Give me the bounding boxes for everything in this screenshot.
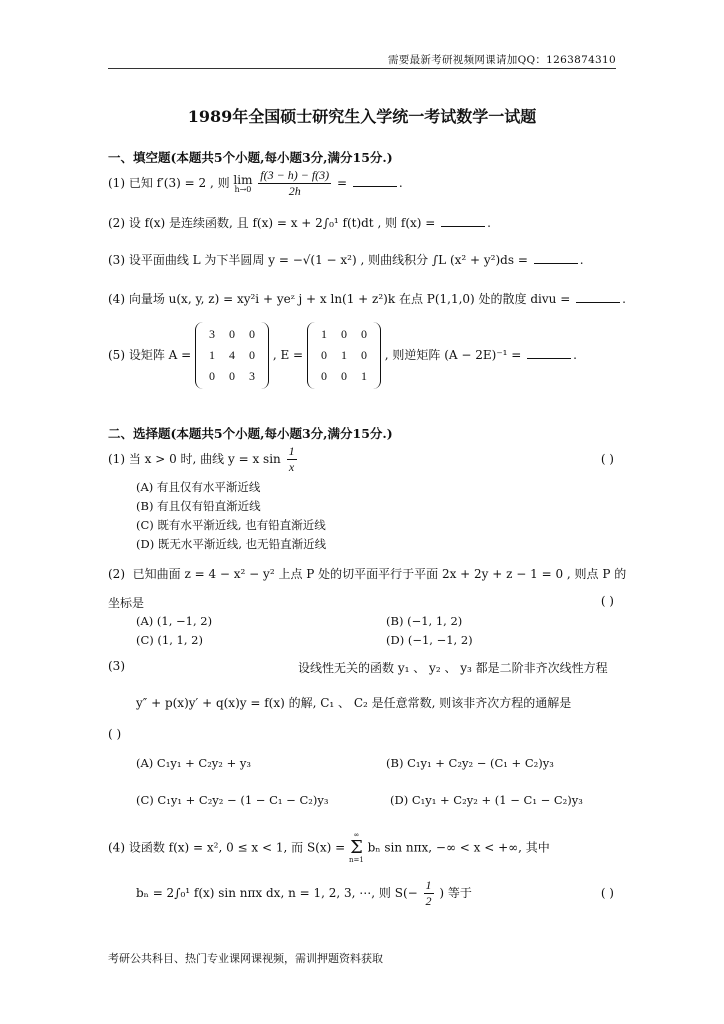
- s2-q1-frac: [287, 444, 297, 475]
- matrix-a-cell: 0: [249, 327, 256, 341]
- s1-q1-num: (1): [108, 176, 125, 190]
- s1-q5: (5) 设矩阵 A = 3 0 0 1 4 0 0 0 3 , E = 1 0 0 0 1 0 0 0 1 , 则逆矩阵 (A − 2E)⁻¹ = .: [108, 322, 577, 389]
- header-rule: [108, 68, 616, 69]
- answer-blank: [534, 253, 578, 264]
- s1-q5-mid: , E =: [272, 348, 304, 362]
- s2-q2-opt-c: (C) (1, 1, 2): [136, 633, 203, 647]
- s2-q1-paren: ( ): [600, 452, 614, 466]
- s2-q3-opt-c: (C) C₁y₁ + C₂y₂ − (1 − C₁ − C₂)y₃: [136, 793, 329, 807]
- s2-q1-opt-c: (C) 既有水平渐近线, 也有铅直渐近线: [136, 518, 326, 532]
- s1-q3-text: 设平面曲线 L 为下半圆周 y = −√(1 − x²) , 则曲线积分 ∫L (x² + y²)ds =: [128, 253, 528, 267]
- s1-q5-pre: 设矩阵 A =: [128, 348, 192, 362]
- matrix-a-cell: 0: [229, 327, 236, 341]
- matrix-e-cell: 0: [320, 369, 327, 383]
- s2-q4-num: (4): [108, 840, 125, 855]
- s2-q3-opt-b: (B) C₁y₁ + C₂y₂ − (C₁ + C₂)y₃: [386, 756, 554, 770]
- matrix-e-cell: 0: [340, 327, 347, 341]
- matrix-a-cell: 3: [249, 369, 256, 383]
- s2-q1-opt-a: (A) 有且仅有水平渐近线: [136, 480, 261, 494]
- s2-q4-line1: [108, 832, 550, 864]
- s2-q1-opt-b: (B) 有且仅有铅直渐近线: [136, 499, 261, 513]
- s1-q1-post: =: [336, 176, 348, 190]
- matrix-a-cell: 0: [209, 369, 216, 383]
- s1-q3: (3) 设平面曲线 L 为下半圆周 y = −√(1 − x²) , 则曲线积分 ∫L (x² + y²)ds = .: [108, 253, 584, 267]
- s2-q1: [108, 444, 299, 475]
- sigma-glyph: Σ: [350, 837, 363, 858]
- matrix-e-cell: 1: [360, 369, 367, 383]
- matrix-a-cell: 4: [229, 348, 236, 362]
- sigma-top: ∞: [353, 831, 360, 839]
- matrix-e-cell: 0: [320, 348, 327, 362]
- s2-q3-num: (3): [108, 659, 125, 673]
- page-title: 1989年全国硕士研究生入学统一考试数学一试题: [187, 107, 537, 126]
- s1-q5-num: (5): [108, 348, 125, 362]
- answer-blank: [353, 176, 397, 187]
- s2-q3-line3: ( ): [108, 727, 122, 741]
- s1-q2-num: (2): [108, 216, 125, 230]
- s2-q4-line1b: bₙ sin nπx, −∞ < x < +∞, 其中: [367, 840, 550, 855]
- sigma-symbol: [349, 832, 364, 864]
- matrix-a-cell: 0: [229, 369, 236, 383]
- s1-q4-num: (4): [108, 292, 125, 306]
- s1-q2-text: 设 f(x) 是连续函数, 且 f(x) = x + 2∫₀¹ f(t)dt , 则 f(x) =: [128, 216, 436, 230]
- s2-q4-paren: ( ): [600, 886, 614, 900]
- frac-numerator: 1: [425, 878, 432, 892]
- s2-q1-num: (1): [108, 452, 125, 466]
- answer-blank: [527, 348, 571, 359]
- matrix-a-cell: 3: [209, 327, 216, 341]
- s1-q4-text: 向量场 u(x, y, z) = xy²i + yeᶻ j + x ln(1 + z²)k 在点 P(1,1,0) 处的散度 divu =: [128, 292, 571, 306]
- s1-q2: (2) 设 f(x) 是连续函数, 且 f(x) = x + 2∫₀¹ f(t)dt , 则 f(x) = .: [108, 216, 491, 230]
- s2-q3-opt-a: (A) C₁y₁ + C₂y₂ + y₃: [136, 756, 251, 770]
- s2-q2: [108, 565, 626, 582]
- s2-q4-line2b: ) 等于: [439, 886, 472, 900]
- s1-q1: (1) 已知 f′(3) = 2 , 则 lim h→0 $\frac{f(3 - h) - f(3)}{2h}$ = .: [108, 168, 403, 198]
- s2-q1-opt-d: (D) 既无水平渐近线, 也无铅直渐近线: [136, 537, 327, 551]
- s2-q2-opt-a: (A) (1, −1, 2): [136, 614, 213, 628]
- matrix-e-cell: 0: [340, 369, 347, 383]
- s2-q3-line1: 设线性无关的函数 y₁ 、 y₂ 、 y₃ 都是二阶非齐次线性方程: [298, 661, 608, 675]
- answer-blank: [441, 216, 485, 227]
- header-note: 需要最新考研视频网课请加QQ：1263874310: [387, 54, 616, 66]
- s1-q5-post: , 则逆矩阵 (A − 2E)⁻¹ =: [384, 348, 522, 362]
- s1-q1-pre: 已知 f′(3) = 2 , 则: [128, 176, 230, 190]
- s2-q4-line2: [136, 878, 472, 909]
- s2-q2-opt-d: (D) (−1, −1, 2): [386, 633, 473, 647]
- section1-heading: 一、填空题(本题共5个小题,每小题3分,满分15分.): [108, 150, 393, 165]
- s2-q4-line2a: bₙ = 2∫₀¹ f(x) sin nπx dx, n = 1, 2, 3, ⋯, 则 S(−: [136, 886, 418, 900]
- s2-q4-line1a: 设函数 f(x) = x², 0 ≤ x < 1, 而 S(x) =: [128, 840, 346, 855]
- frac-numerator: 1: [288, 444, 295, 458]
- section2-heading: 二、选择题(本题共5个小题,每小题3分,满分15分.): [108, 426, 393, 441]
- s2-q2-line1: 已知曲面 z = 4 − x² − y² 上点 P 处的切平面平行于平面 2x + 2y + z − 1 = 0 , 则点 P 的: [132, 567, 627, 581]
- s2-q3-opt-d: (D) C₁y₁ + C₂y₂ + (1 − C₁ − C₂)y₃: [390, 793, 583, 807]
- matrix-a-cell: 1: [209, 348, 216, 362]
- s2-q2-opt-b: (B) (−1, 1, 2): [386, 614, 463, 628]
- s2-q3-line2: y″ + p(x)y′ + q(x)y = f(x) 的解, C₁ 、 C₂ 是任意常数, 则该非齐次方程的通解是: [136, 696, 572, 710]
- matrix-a-cell: 0: [249, 348, 256, 362]
- matrix-e: [307, 322, 381, 389]
- s1-q4: (4) 向量场 u(x, y, z) = xy²i + yeᶻ j + x ln(1 + z²)k 在点 P(1,1,0) 处的散度 divu = .: [108, 292, 626, 306]
- s1-q1-frac: [258, 168, 331, 199]
- s2-q1-pre: 当 x > 0 时, 曲线 y = x sin: [128, 452, 281, 466]
- matrix-e-cell: 0: [360, 327, 367, 341]
- s1-q3-num: (3): [108, 253, 125, 267]
- lim-sub: h→0: [234, 184, 252, 194]
- s1-q1-lim: [233, 174, 252, 194]
- frac-denominator: 2h: [288, 184, 301, 198]
- matrix-e-cell: 1: [340, 348, 347, 362]
- frac-denominator: x: [288, 460, 295, 474]
- frac-denominator: 2: [425, 894, 432, 908]
- s2-q2-line2: 坐标是: [108, 596, 145, 610]
- s2-q2-num: (2): [108, 567, 125, 581]
- frac-numerator: f(3 − h) − f(3): [260, 168, 330, 182]
- s2-q4-frac: [424, 878, 434, 909]
- footer-note: 考研公共科目、热门专业课网课视频，需训押题资料获取: [108, 952, 383, 965]
- sigma-bottom: n=1: [349, 856, 364, 864]
- answer-blank: [576, 292, 620, 303]
- s2-q2-paren: ( ): [600, 594, 614, 608]
- lim-label: lim: [233, 172, 253, 187]
- matrix-e-cell: 1: [320, 327, 327, 341]
- matrix-a: [195, 322, 269, 389]
- matrix-e-cell: 0: [360, 348, 367, 362]
